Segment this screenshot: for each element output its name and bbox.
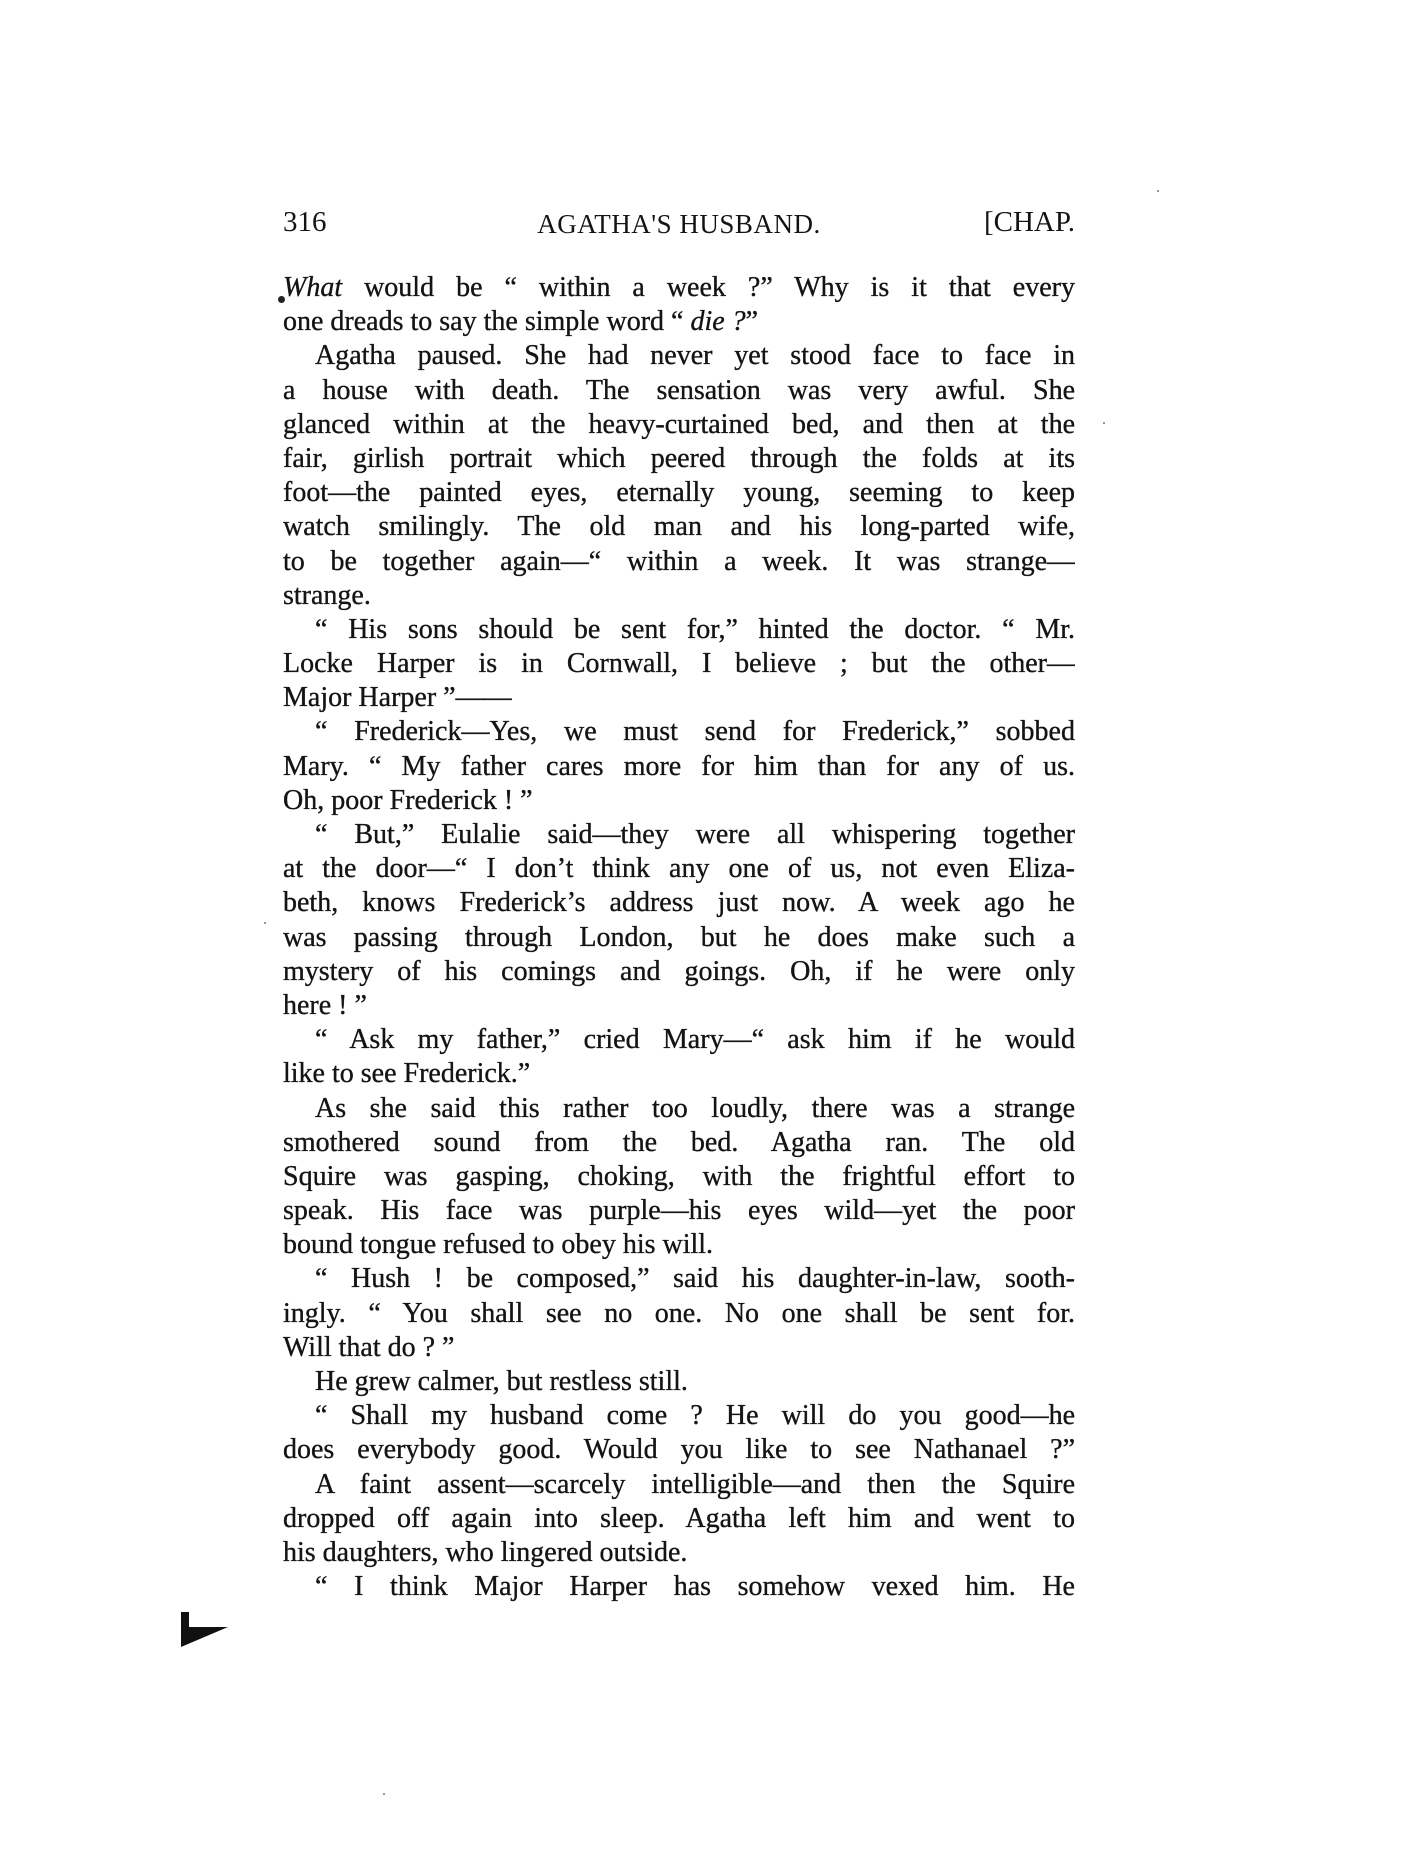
text-segment: bound tongue refused to obey his will. bbox=[283, 1229, 714, 1261]
text-line bbox=[283, 408, 1075, 442]
text-segment: at the door—“ I don’t think any one of us, not even Eliza- bbox=[283, 853, 1075, 885]
text-line bbox=[283, 476, 1075, 510]
text-segment: his daughters, who lingered outside. bbox=[283, 1536, 688, 1568]
text-line bbox=[283, 545, 1075, 579]
chapter-mark: [CHAP. bbox=[983, 206, 1075, 238]
running-header bbox=[283, 206, 1075, 246]
text-line bbox=[283, 750, 1075, 784]
text-segment: As she said this rather too loudly, there was a strange bbox=[315, 1092, 1075, 1124]
text-segment: smothered sound from the bed. Agatha ran. The old bbox=[283, 1126, 1075, 1158]
text-line bbox=[283, 1433, 1075, 1467]
italic-text: What bbox=[283, 272, 343, 303]
text-segment: “ But,” Eulalie said—they were all whispering together bbox=[315, 819, 1075, 850]
text-line bbox=[283, 613, 1075, 647]
text-line bbox=[283, 715, 1075, 749]
scan-corner-mark bbox=[181, 1612, 189, 1628]
text-segment: strange. bbox=[283, 579, 371, 611]
page-number: 316 bbox=[283, 206, 327, 238]
text-line bbox=[283, 305, 1075, 339]
text-line bbox=[283, 818, 1075, 852]
text-line bbox=[283, 510, 1075, 544]
text-segment: like to see Frederick.” bbox=[283, 1058, 531, 1090]
text-line bbox=[283, 442, 1075, 476]
scan-arrow-mark-icon bbox=[181, 1627, 228, 1647]
text-line bbox=[283, 1297, 1075, 1331]
text-segment: “ I think Major Harper has somehow vexed him. He bbox=[315, 1571, 1075, 1603]
text-segment: “ Hush ! be composed,” said his daughter-in-law, sooth- bbox=[315, 1263, 1075, 1295]
text-line bbox=[283, 955, 1075, 989]
text-segment: would be “ within a week ?” Why is it that every bbox=[342, 272, 1075, 303]
text-segment: to be together again—“ within a week. It was strange— bbox=[283, 545, 1075, 577]
text-line bbox=[283, 921, 1075, 955]
text-segment: one dreads to say the simple word “ bbox=[283, 306, 691, 338]
text-segment: He grew calmer, but restless still. bbox=[315, 1366, 688, 1397]
text-segment: Mary. “ My father cares more for him than for any of us. bbox=[283, 750, 1075, 782]
text-segment: Agatha paused. She had never yet stood face to face in bbox=[315, 340, 1075, 372]
text-line bbox=[283, 579, 1075, 613]
text-line bbox=[283, 1126, 1075, 1160]
text-line bbox=[283, 1057, 1075, 1091]
scan-speck bbox=[383, 1793, 385, 1795]
text-line bbox=[283, 1536, 1075, 1570]
running-title: AGATHA'S HUSBAND. bbox=[537, 209, 821, 239]
text-segment: glanced within at the heavy-curtained bed, and then at the bbox=[283, 408, 1075, 440]
text-line bbox=[283, 1092, 1075, 1126]
text-line bbox=[283, 1570, 1075, 1604]
text-line bbox=[283, 1399, 1075, 1433]
italic-text: die ? bbox=[690, 306, 746, 338]
text-line bbox=[283, 681, 1075, 715]
text-segment: dropped off again into sleep. Agatha left him and went to bbox=[283, 1502, 1075, 1534]
text-segment: “ His sons should be sent for,” hinted the doctor. “ Mr. bbox=[315, 613, 1075, 645]
text-line bbox=[283, 271, 1075, 305]
text-line bbox=[283, 647, 1075, 681]
body-text bbox=[283, 271, 1075, 1604]
text-line bbox=[283, 989, 1075, 1023]
text-line bbox=[283, 1194, 1075, 1228]
text-segment: fair, girlish portrait which peered through the folds at its bbox=[283, 442, 1075, 474]
text-line bbox=[283, 886, 1075, 920]
text-segment: Oh, poor Frederick ! ” bbox=[283, 784, 533, 816]
text-line bbox=[283, 784, 1075, 818]
scan-speck bbox=[264, 922, 266, 924]
text-segment: speak. His face was purple—his eyes wild—yet the poor bbox=[283, 1195, 1075, 1227]
text-segment: watch smilingly. The old man and his long-parted wife, bbox=[283, 511, 1075, 543]
text-segment: ingly. “ You shall see no one. No one shall be sent for. bbox=[283, 1297, 1075, 1329]
text-line bbox=[283, 1502, 1075, 1536]
text-segment: beth, knows Frederick’s address just now. A week ago he bbox=[283, 887, 1075, 919]
text-line bbox=[283, 1365, 1075, 1399]
text-line bbox=[283, 339, 1075, 373]
text-segment: a house with death. The sensation was very awful. She bbox=[283, 374, 1075, 406]
text-segment: foot—the painted eyes, eternally young, seeming to keep bbox=[283, 477, 1075, 509]
text-segment: ” bbox=[745, 306, 759, 338]
text-segment: “ Ask my father,” cried Mary—“ ask him if he would bbox=[315, 1024, 1075, 1056]
text-line bbox=[283, 852, 1075, 886]
text-segment: does everybody good. Would you like to see Nathanael ?” bbox=[283, 1434, 1075, 1466]
text-line bbox=[283, 1331, 1075, 1365]
text-segment: “ Shall my husband come ? He will do you good—he bbox=[315, 1400, 1075, 1432]
text-segment: mystery of his comings and goings. Oh, if he were only bbox=[283, 955, 1075, 987]
scan-speck bbox=[1103, 422, 1105, 424]
text-segment: here ! ” bbox=[283, 989, 367, 1021]
text-line bbox=[283, 1468, 1075, 1502]
text-segment: “ Frederick—Yes, we must send for Frederick,” sobbed bbox=[315, 716, 1075, 748]
text-line bbox=[283, 1160, 1075, 1194]
text-segment: Locke Harper is in Cornwall, I believe ; but the other— bbox=[283, 648, 1075, 680]
text-line bbox=[283, 1262, 1075, 1296]
text-segment: was passing through London, but he does make such a bbox=[283, 921, 1075, 953]
text-segment: Will that do ? ” bbox=[283, 1331, 455, 1363]
text-line bbox=[283, 1023, 1075, 1057]
text-segment: Major Harper ”—— bbox=[283, 682, 512, 714]
text-segment: Squire was gasping, choking, with the frightful effort to bbox=[283, 1160, 1075, 1192]
text-line bbox=[283, 1228, 1075, 1262]
text-segment: A faint assent—scarcely intelligible—and then the Squire bbox=[315, 1468, 1075, 1500]
text-line bbox=[283, 374, 1075, 408]
scan-speck bbox=[1157, 190, 1159, 192]
